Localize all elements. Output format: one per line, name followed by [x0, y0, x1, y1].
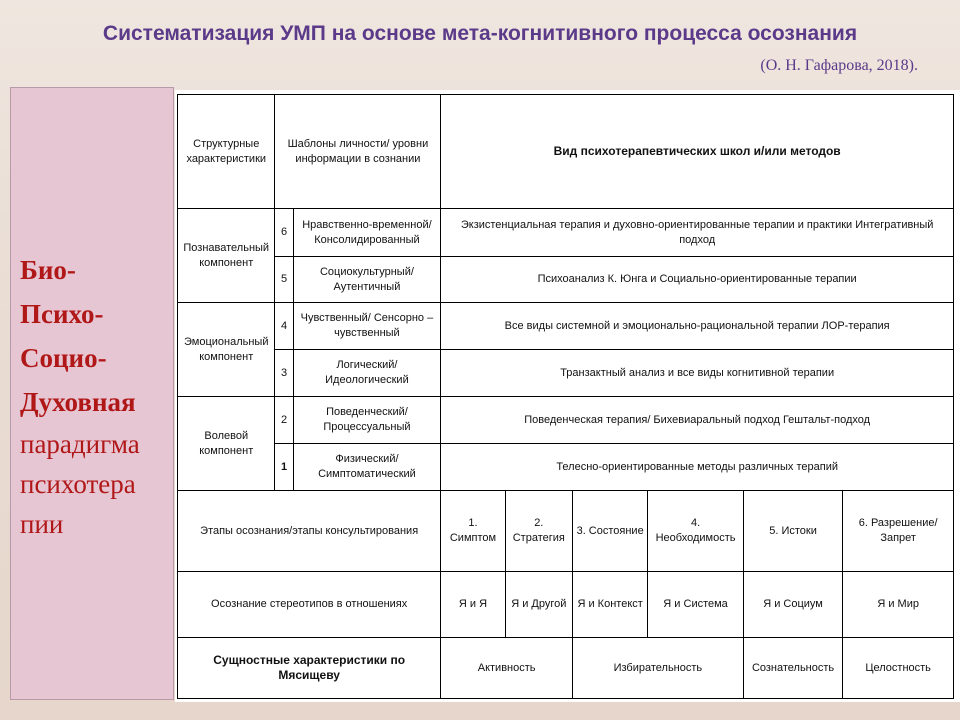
- essence-cell: Сознательность: [743, 638, 843, 699]
- component-volitional: Волевой компонент: [178, 397, 275, 491]
- template-cell: Поведенческий/ Процессуальный: [293, 397, 441, 444]
- stereotypes-row: [178, 572, 954, 638]
- stage-cell: 6. Разрешение/ Запрет: [843, 491, 954, 572]
- methods-cell: Психоанализ К. Юнга и Социально-ориентированные терапии: [441, 257, 954, 303]
- methods-cell: Экзистенциальная терапия и духовно-ориентированные терапии и практики Интегративный подход: [441, 209, 954, 257]
- methods-cell: Телесно-ориентированные методы различных терапий: [441, 444, 954, 491]
- stages-label: Этапы осознания/этапы консультирования: [178, 491, 441, 572]
- stereotype-cell: Я и Социум: [743, 572, 843, 638]
- header-row: [178, 95, 954, 209]
- stereotype-cell: Я и Система: [648, 572, 743, 638]
- paradigm-line-psychotherapy-2: пии: [20, 509, 64, 539]
- header-schools: Вид психотерапевтических школ и/или методов: [441, 95, 954, 209]
- template-cell: Нравственно-временной/ Консолидированный: [293, 209, 441, 257]
- level-number: 4: [275, 303, 293, 350]
- table-row: [178, 303, 954, 350]
- essence-row: [178, 638, 954, 699]
- essence-cell: Целостность: [843, 638, 954, 699]
- header-templates: Шаблоны личности/ уровни информации в сознании: [275, 95, 441, 209]
- level-number: 1: [275, 444, 293, 491]
- table-row: [178, 257, 954, 303]
- component-emotional: Эмоциональный компонент: [178, 303, 275, 397]
- level-number: 5: [275, 257, 293, 303]
- template-cell: Логический/ Идеологический: [293, 350, 441, 397]
- citation: (О. Н. Гафарова, 2018).: [760, 57, 918, 74]
- paradigm-line-psychotherapy-1: психотера: [20, 469, 136, 499]
- table-row: [178, 209, 954, 257]
- essence-cell: Избирательность: [572, 638, 743, 699]
- level-number: 6: [275, 209, 293, 257]
- level-number: 2: [275, 397, 293, 444]
- template-cell: Социокультурный/ Аутентичный: [293, 257, 441, 303]
- table-row: [178, 350, 954, 397]
- methods-cell: Транзактный анализ и все виды когнитивной терапии: [441, 350, 954, 397]
- table-container: [175, 90, 960, 702]
- stereotype-cell: Я и Мир: [843, 572, 954, 638]
- template-cell: Чувственный/ Сенсорно – чувственный: [293, 303, 441, 350]
- stereotype-cell: Я и Я: [441, 572, 505, 638]
- component-cognitive: Познавательный компонент: [178, 209, 275, 303]
- table-row: [178, 444, 954, 491]
- stage-cell: 3. Состояние: [572, 491, 647, 572]
- paradigm-line-spiritual: Духовная: [20, 387, 136, 417]
- methods-cell: Все виды системной и эмоционально-рациональной терапии ЛОР-терапия: [441, 303, 954, 350]
- essence-label: Сущностные характеристики по Мясищеву: [178, 638, 441, 699]
- page-title: Систематизация УМП на основе мета-когнитивного процесса осознания: [102, 22, 858, 45]
- template-cell: Физический/ Симптоматический: [293, 444, 441, 491]
- paradigm-line-bio: Био-: [20, 255, 76, 285]
- stereotypes-label: Осознание стереотипов в отношениях: [178, 572, 441, 638]
- paradigm-line-socio: Социо-: [20, 343, 107, 373]
- stage-cell: 1. Симптом: [441, 491, 505, 572]
- methods-cell: Поведенческая терапия/ Бихевиаральный подход Гештальт-подход: [441, 397, 954, 444]
- stage-cell: 4. Необходимость: [648, 491, 743, 572]
- level-number: 3: [275, 350, 293, 397]
- paradigm-text: [20, 248, 170, 544]
- stages-row: [178, 491, 954, 572]
- table-row: [178, 397, 954, 444]
- systematization-table: [177, 94, 954, 699]
- paradigm-line-paradigm: парадигма: [20, 429, 140, 459]
- header-structural: Структурные характеристики: [178, 95, 275, 209]
- stage-cell: 2. Стратегия: [505, 491, 572, 572]
- stage-cell: 5. Истоки: [743, 491, 843, 572]
- stereotype-cell: Я и Контекст: [572, 572, 647, 638]
- stereotype-cell: Я и Другой: [505, 572, 572, 638]
- essence-cell: Активность: [441, 638, 573, 699]
- paradigm-line-psycho: Психо-: [20, 299, 104, 329]
